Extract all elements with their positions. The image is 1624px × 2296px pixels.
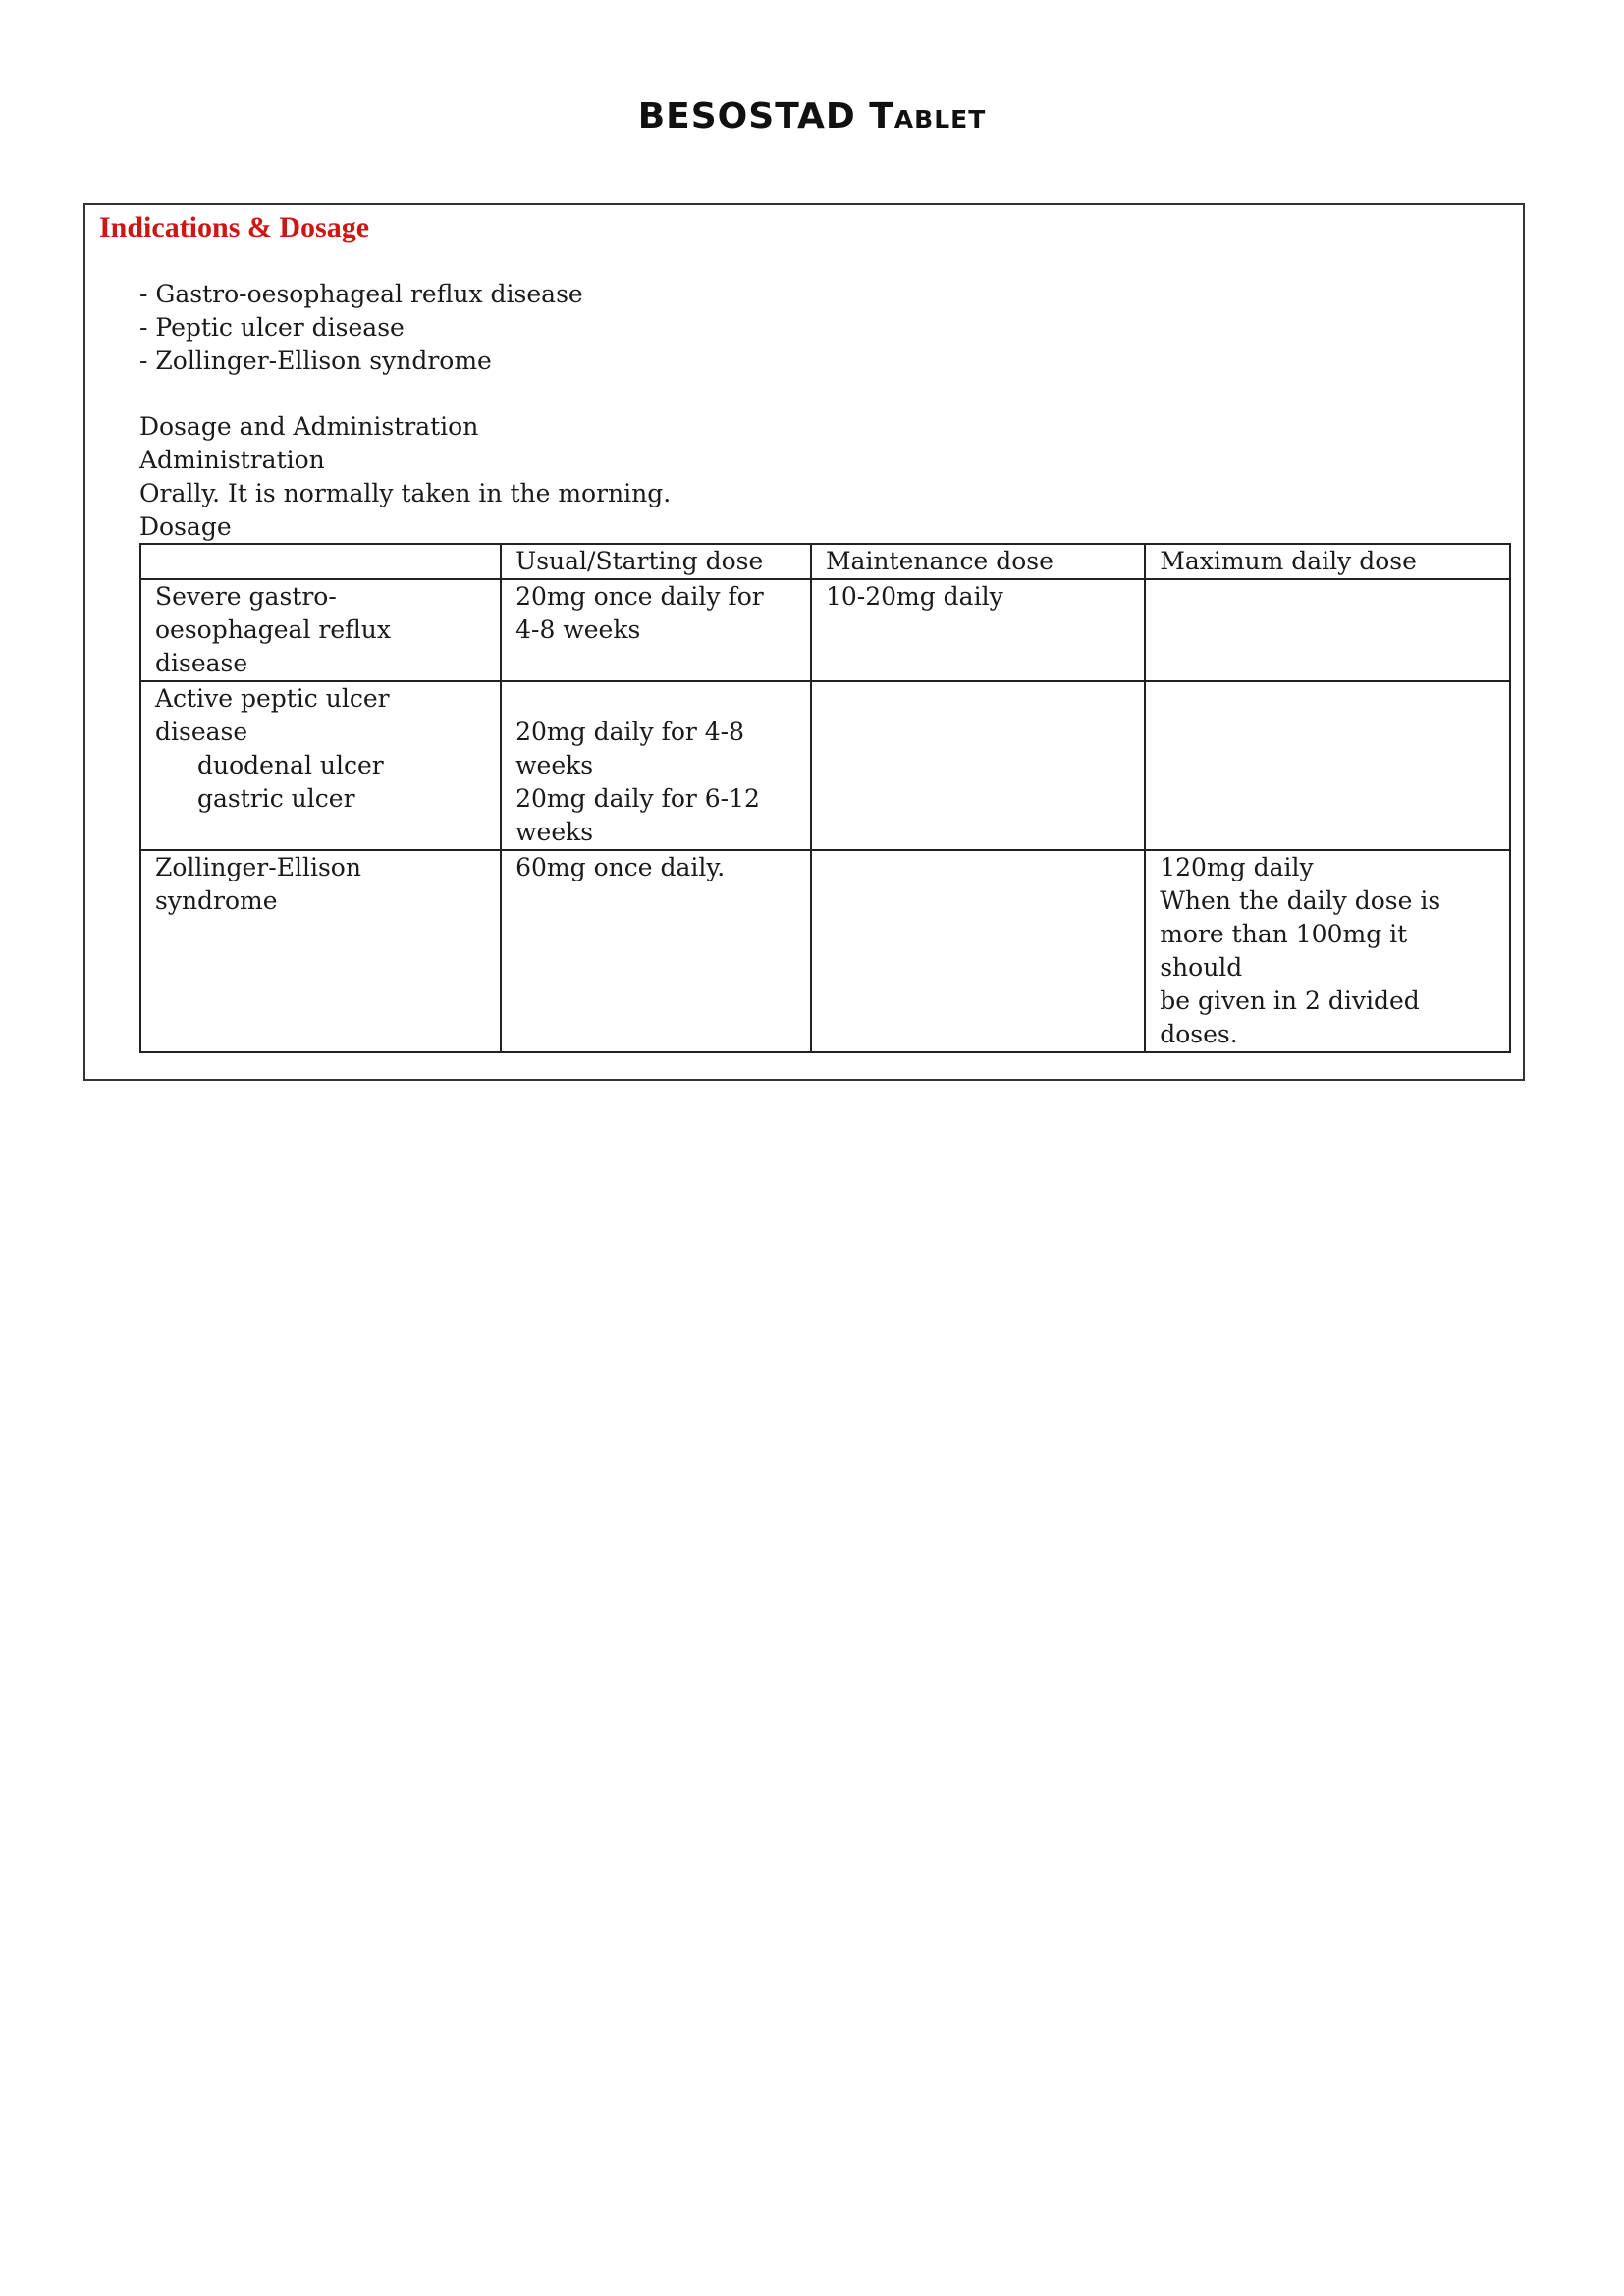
product-form: Tablet <box>869 96 987 136</box>
condition-cell <box>140 579 501 681</box>
maintenance-dose-cell: 10-20mg daily <box>811 579 1145 681</box>
cell-line: oesophageal reflux <box>155 615 392 644</box>
list-item: - Zollinger-Ellison syndrome <box>139 347 492 375</box>
maximum-dose-cell <box>1145 850 1510 1052</box>
maintenance-dose-cell <box>811 850 1145 1052</box>
cell-line: weeks <box>515 751 594 779</box>
table-row <box>140 681 1510 850</box>
usual-dose-cell <box>501 579 811 681</box>
list-item: - Peptic ulcer disease <box>139 313 405 342</box>
cell-line: 20mg once daily for <box>515 582 764 611</box>
cell-line: be given in 2 divided <box>1160 987 1420 1015</box>
cell-line: more than 100mg it should <box>1160 920 1408 982</box>
condition-cell <box>140 850 501 1052</box>
cell-line: 4-8 weeks <box>515 615 641 644</box>
cell-line: syndrome <box>155 886 278 915</box>
maximum-dose-cell <box>1145 579 1510 681</box>
header-maintenance-dose: Maintenance dose <box>811 544 1145 579</box>
sub-condition: gastric ulcer <box>197 784 355 813</box>
header-condition <box>140 544 501 579</box>
administration-text: Orally. It is normally taken in the morning. <box>139 479 672 507</box>
cell-line: Zollinger-Ellison <box>155 853 361 881</box>
cell-line: 120mg daily <box>1160 853 1314 881</box>
cell-line: 20mg daily for 4-8 <box>515 718 745 746</box>
condition-cell <box>140 681 501 850</box>
cell-line: disease <box>155 649 248 677</box>
administration-label: Administration <box>139 446 325 474</box>
cell-line <box>515 682 796 716</box>
dosage-label: Dosage <box>139 512 232 541</box>
dosage-table <box>139 543 1511 1053</box>
usual-dose-cell <box>501 681 811 850</box>
cell-line: 60mg once daily. <box>515 853 726 881</box>
table-row <box>140 850 1510 1052</box>
dosage-admin-heading: Dosage and Administration <box>139 412 479 441</box>
sub-condition: duodenal ulcer <box>197 751 384 779</box>
cell-line: 20mg daily for 6-12 <box>515 784 760 813</box>
maintenance-dose-cell <box>811 681 1145 850</box>
maximum-dose-cell <box>1145 681 1510 850</box>
cell-line: When the daily dose is <box>1160 886 1441 915</box>
header-usual-dose: Usual/Starting dose <box>501 544 811 579</box>
table-header-row <box>140 544 1510 579</box>
indications-dosage-section <box>83 203 1525 1081</box>
indications-list <box>139 278 583 378</box>
product-name: BESOSTAD <box>637 96 856 136</box>
cell-line: Active peptic ulcer <box>155 684 390 713</box>
list-item: - Gastro-oesophageal reflux disease <box>139 280 583 308</box>
cell-line: weeks <box>515 818 594 846</box>
cell-line: disease <box>155 718 248 746</box>
header-maximum-dose: Maximum daily dose <box>1145 544 1510 579</box>
usual-dose-cell <box>501 850 811 1052</box>
table-row <box>140 579 1510 681</box>
section-heading: Indications & Dosage <box>99 211 370 243</box>
cell-line: doses. <box>1160 1020 1238 1048</box>
cell-line: Severe gastro- <box>155 582 337 611</box>
document-title <box>0 96 1624 136</box>
